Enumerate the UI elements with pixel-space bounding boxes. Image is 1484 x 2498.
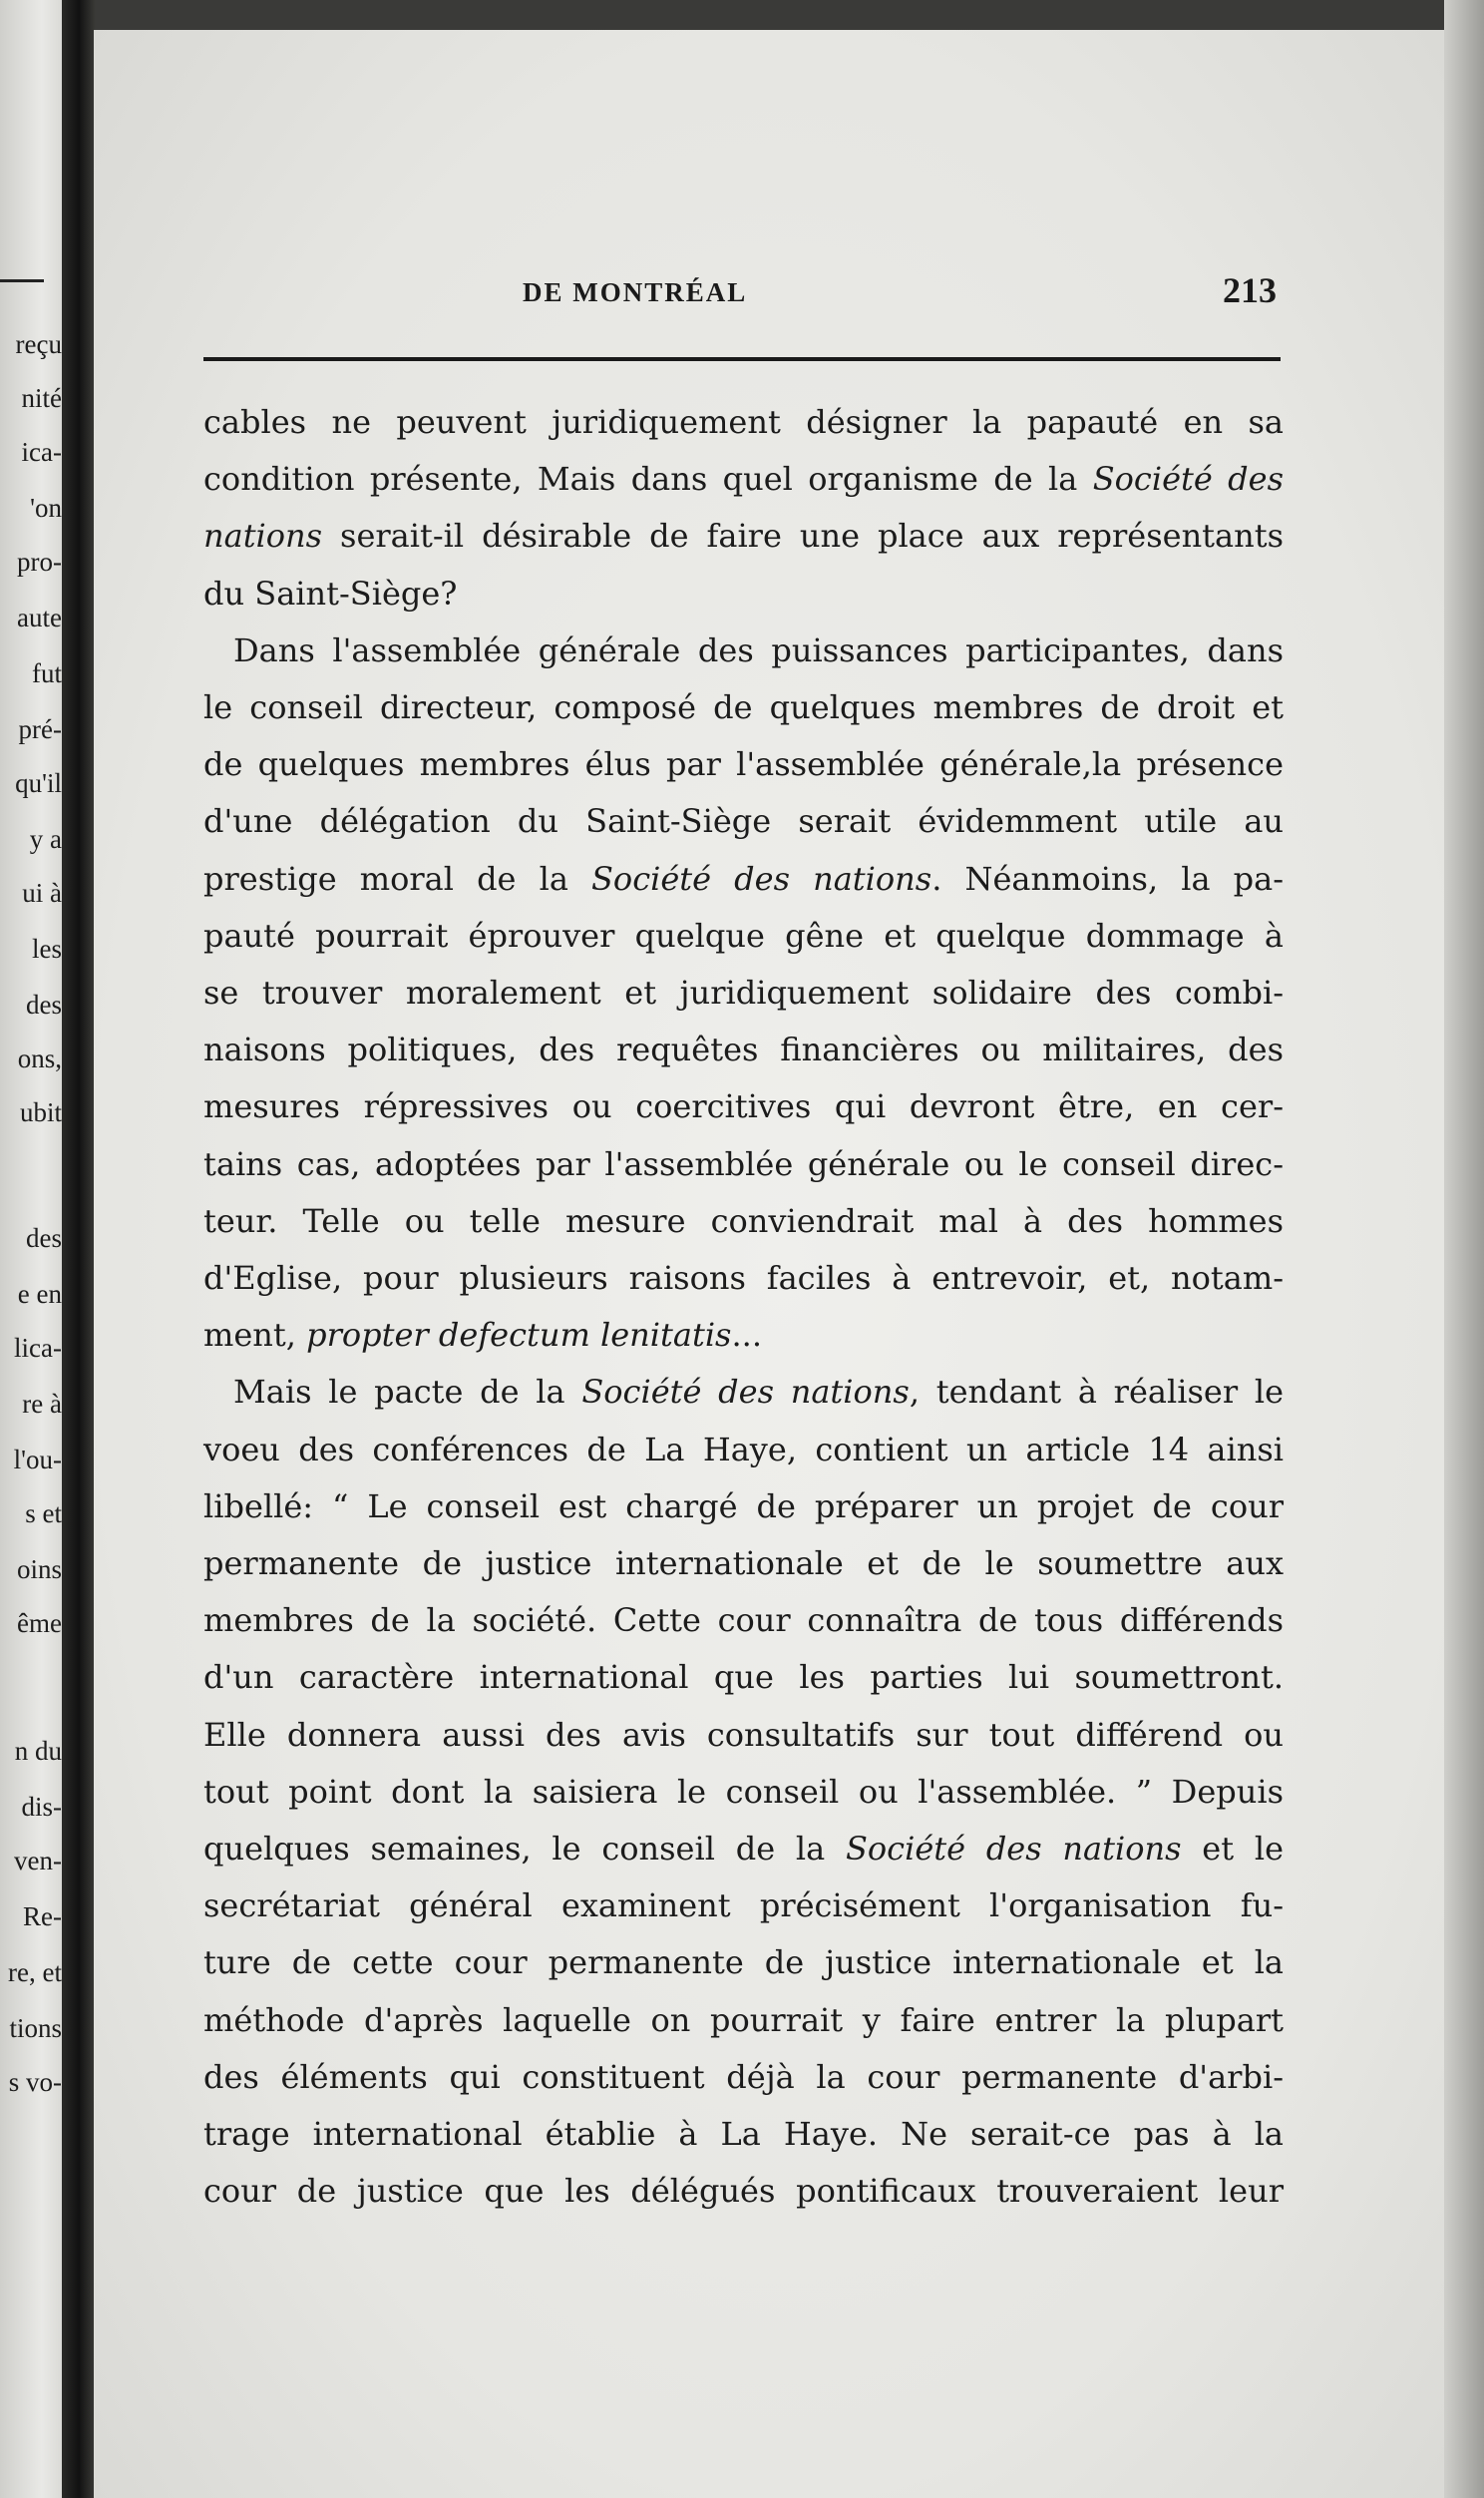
paragraph [203,1250,1284,1307]
paragraph [203,1078,1284,1135]
facing-page-fragment: lica- [14,1333,62,1363]
text-line: quelques semaines, le conseil de la [203,1830,846,1869]
paragraph [203,566,1284,623]
italic-text: Société des [1092,460,1285,499]
text-line: tains cas, adoptées par l'assemblée générale ou le conseil direc- [203,1144,1284,1183]
paragraph [203,1934,1284,1991]
paragraph [203,1364,1284,1421]
body-text [203,394,1284,2221]
book-gutter [62,0,96,2498]
text-line: le conseil directeur, composé de quelques membres de droit et [203,688,1284,727]
paragraph [203,508,1284,565]
facing-page-fragment: pré- [18,714,62,744]
text-line: . Néanmoins, la pa- [931,859,1285,898]
text-line: prestige moral de la [203,859,591,898]
text-line: tout point dont la saisiera le conseil ou l'assemblée. ” Depuis [203,1772,1284,1811]
text-line: naisons politiques, des requêtes financières ou militaires, des [203,1031,1284,1069]
paragraph [203,1422,1284,1478]
facing-page-rule [0,279,44,282]
facing-page-fragment: les [32,934,62,964]
text-line: ment, [203,1316,307,1355]
text-line: mesures répressives ou coercitives qui devront être, en cer- [203,1087,1284,1126]
facing-page-fragment: nité [21,383,62,413]
facing-page-fragment: reçu [15,329,62,359]
paragraph [203,2049,1284,2106]
paragraph [203,1649,1284,1706]
facing-page-fragment: aute [17,603,62,632]
facing-page-fragment: s vo- [8,2067,62,2097]
paragraph [203,1877,1284,1934]
facing-page-fragment: re, et [8,1957,62,1987]
text-line: voeu des conférences de La Haye, contient un article 14 ainsi [203,1430,1284,1468]
text-line: serait-il désirable de faire une place aux représentants [322,517,1284,556]
text-line: libellé: “ Le conseil est chargé de préparer un projet de cour [203,1486,1284,1525]
page-edge-shadow [1444,0,1484,2498]
facing-page-fragment: l'ou- [13,1445,62,1474]
italic-text: Société des nations [581,1373,910,1412]
facing-page-fragment: des [26,990,62,1020]
book-page [94,30,1468,2498]
facing-page-fragment: ica- [21,437,62,467]
italic-text: propter defectum lenitatis [306,1316,732,1355]
facing-page-fragment: s et [25,1498,62,1528]
text-line: d'Eglise, pour plusieurs raisons faciles à entrevoir, et, notam- [203,1259,1284,1298]
text-line: du Saint-Siège? [203,574,458,613]
text-line: ture de cette cour permanente de justice internationale et la [203,1943,1284,1982]
text-line: d'un caractère international que les parties lui soumettront. [203,1658,1284,1697]
text-line: d'une délégation du Saint-Siège serait évidemment utile au [203,802,1284,841]
paragraph [203,736,1284,793]
paragraph [203,1022,1284,1078]
facing-page-fragment: ons, [17,1043,62,1073]
paragraph [203,623,1284,679]
facing-page-fragment: tions [9,2013,62,2043]
text-line: permanente de justice internationale et de le soumettre aux [203,1544,1284,1583]
text-line: se trouver moralement et juridiquement solidaire des combi- [203,974,1284,1013]
paragraph [203,1764,1284,1821]
facing-page-fragment: n du [14,1736,62,1766]
paragraph [203,394,1284,451]
facing-page-fragment: Re- [23,1901,62,1931]
facing-page-fragment: 'on [30,493,62,523]
paragraph [203,2163,1284,2220]
italic-text: Société des nations [845,1830,1182,1869]
paragraph [203,1707,1284,1764]
text-line: condition présente, Mais dans quel organisme de la [203,460,1093,499]
facing-page-fragment: y a [29,824,62,854]
running-head: DE MONTRÉAL [523,277,748,307]
facing-page-fragment: qu'il [15,768,62,798]
facing-page-fragment: fut [32,658,62,688]
text-line: ... [731,1316,762,1355]
facing-page-fragment: re à [22,1389,62,1419]
facing-page-edge [0,0,70,2498]
header-rule [203,357,1281,361]
facing-page-fragment: ven- [14,1846,62,1875]
facing-page-fragment: ême [17,1608,62,1638]
text-line: pauté pourrait éprouver quelque gêne et quelque dommage à [203,916,1284,955]
text-line: Elle donnera aussi des avis consultatifs sur tout différend ou [203,1715,1284,1754]
facing-page-fragment: oins [16,1554,62,1584]
paragraph [203,1535,1284,1592]
text-line: membres de la société. Cette cour connaîtra de tous différends [203,1601,1284,1640]
text-line: secrétariat général examinent précisément l'organisation fu- [203,1886,1284,1925]
text-line: Mais le pacte de la [233,1373,582,1412]
paragraph [203,1821,1284,1877]
paragraph [203,1478,1284,1535]
paragraph [203,793,1284,850]
paragraph [203,451,1284,508]
text-line: teur. Telle ou telle mesure conviendrait mal à des hommes [203,1201,1284,1240]
paragraph [203,679,1284,736]
paragraph [203,2106,1284,2163]
text-line: cables ne peuvent juridiquement désigner la papauté en sa [203,403,1284,441]
paragraph [203,1193,1284,1250]
text-line: et le [1181,1830,1285,1869]
paragraph [203,908,1284,965]
facing-page-fragment: des [26,1223,62,1253]
text-line: de quelques membres élus par l'assemblée générale,la présence [203,745,1284,784]
text-line: Dans l'assemblée générale des puissances participantes, dans [233,630,1284,669]
text-line: trage international établie à La Haye. Ne serait-ce pas à la [203,2115,1284,2154]
text-line: méthode d'après laquelle on pourrait y faire entrer la plupart [203,2000,1284,2039]
facing-page-fragment: ui à [22,878,62,908]
paragraph [203,965,1284,1022]
italic-text: Société des nations [591,859,932,898]
paragraph [203,1307,1284,1364]
paragraph [203,1136,1284,1193]
facing-page-fragment: dis- [21,1792,62,1822]
paragraph [203,1992,1284,2049]
paragraph [203,1592,1284,1649]
text-line: cour de justice que les délégués pontificaux trouveraient leur [203,2172,1284,2211]
facing-page-fragment: e en [17,1279,62,1309]
facing-page-fragment: ubit [19,1097,62,1127]
text-line: des éléments qui constituent déjà la cour permanente d'arbi- [203,2057,1284,2096]
paragraph [203,851,1284,908]
page-number: 213 [1223,270,1277,310]
italic-text: nations [203,517,323,556]
facing-page-fragment: pro- [17,547,62,577]
text-line: , tendant à réaliser le [909,1373,1285,1412]
